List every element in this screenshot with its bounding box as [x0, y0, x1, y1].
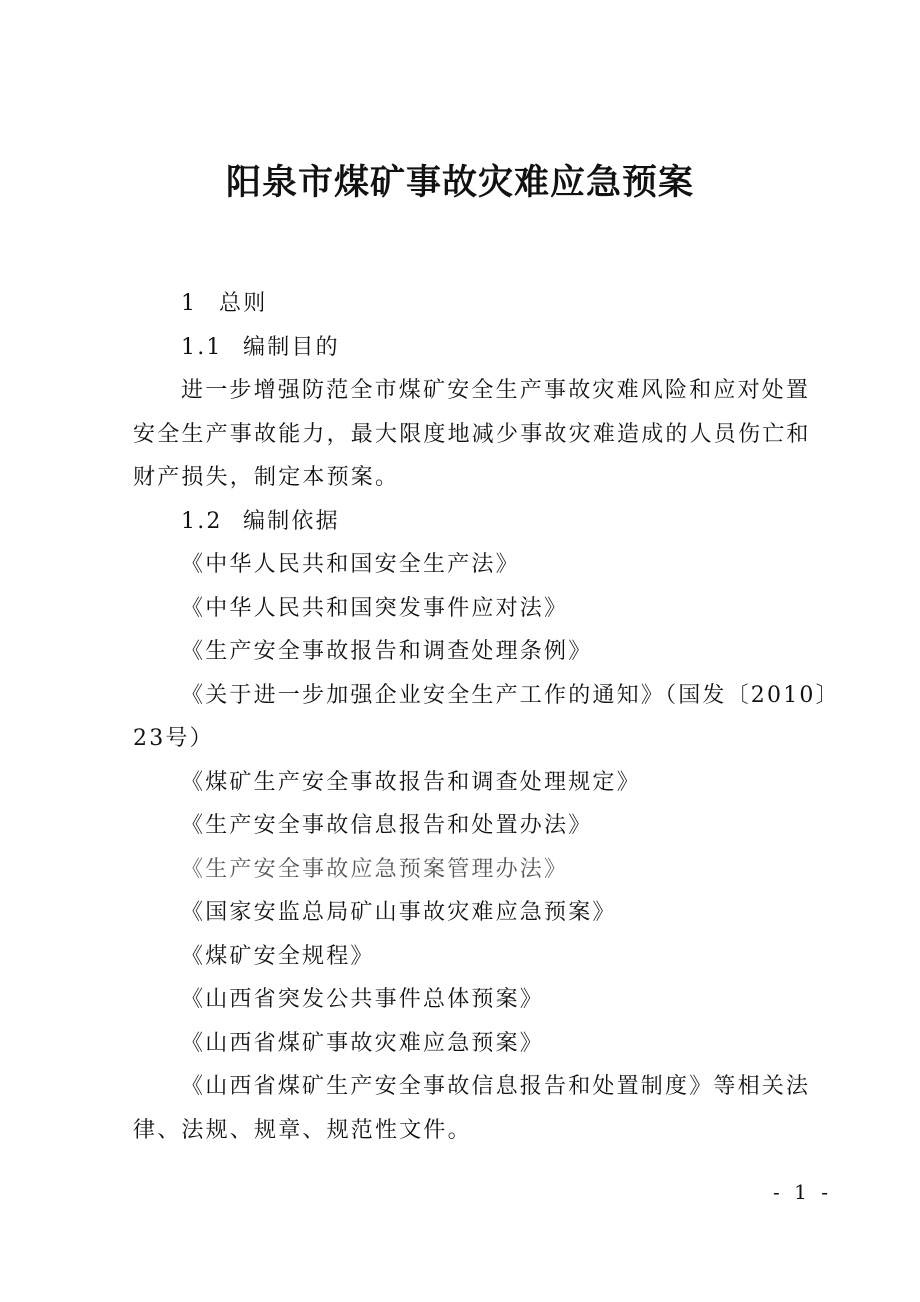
section-number: 1.1 — [181, 334, 223, 360]
section-heading-1-2 — [133, 500, 833, 544]
section-title: 编制依据 — [243, 508, 340, 534]
reference-item: 《生产安全事故信息报告和处置办法》 — [181, 813, 593, 838]
reference-item: 《山西省煤矿事故灾难应急预案》 — [181, 1030, 545, 1056]
section-number: 1 — [181, 291, 198, 316]
reference-item: 《关于进一步加强企业安全生产工作的通知》（国发〔2010〕23号） — [133, 682, 829, 751]
purpose-paragraph: 进一步增强防范全市煤矿安全生产事故灾难风险和应对处置安全生产事故能力，最大限度地减少事故灾难造成的人员伤亡和财产损失，制定本预案。 — [133, 378, 811, 490]
section-title: 编制目的 — [243, 334, 340, 360]
reference-item: 《煤矿生产安全事故报告和调查处理规定》 — [181, 769, 641, 795]
reference-item: 《山西省煤矿生产安全事故信息报告和处置制度》等相关法律、法规、规章、规范性文件。 — [133, 1074, 811, 1143]
reference-item: 《中华人民共和国突发事件应对法》 — [181, 595, 569, 621]
reference-item: 《生产安全事故应急预案管理办法》 — [181, 856, 569, 882]
section-title: 总则 — [219, 291, 268, 316]
document-body — [133, 282, 833, 1152]
reference-item: 《生产安全事故报告和调查处理条例》 — [181, 639, 593, 664]
reference-item: 《煤矿安全规程》 — [181, 943, 375, 969]
page-number: - 1 - — [773, 1180, 832, 1204]
reference-item: 《国家安监总局矿山事故灾难应急预案》 — [181, 900, 617, 925]
section-heading-1 — [133, 282, 833, 326]
document-title: 阳泉市煤矿事故灾难应急预案 — [225, 163, 694, 203]
reference-item: 《中华人民共和国安全生产法》 — [181, 552, 520, 577]
reference-item: 《山西省突发公共事件总体预案》 — [181, 987, 545, 1012]
section-number: 1.2 — [181, 508, 223, 534]
section-heading-1-1 — [133, 326, 833, 370]
